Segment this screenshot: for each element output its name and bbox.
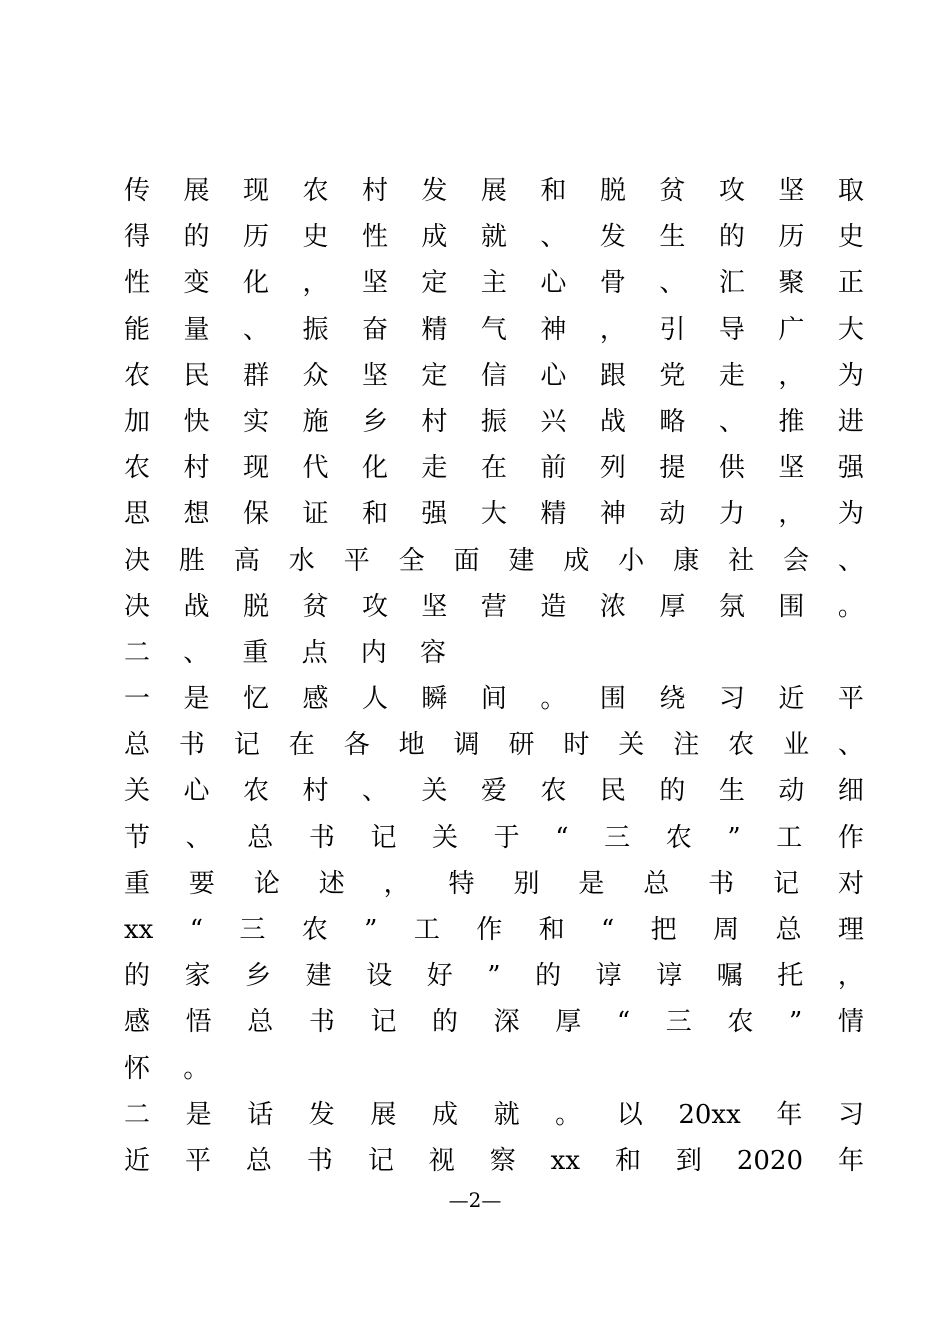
text-line: 一 是 忆 感 人 瞬 间 。 围 绕 习 近 平 [124,684,864,715]
text-line: 怀 。 [124,1053,210,1084]
text-line: 农 村 现 代 化 走 在 前 列 提 供 坚 强 [124,453,864,484]
text-line: 感 悟 总 书 记 的 深 厚 “ 三 农 ” 情 [124,1007,864,1038]
text-line: 节 、 总 书 记 关 于 “ 三 农 ” 工 作 [124,822,864,853]
text-line: 近 平 总 书 记 视 察 xx 和 到 2020 年 [124,1145,864,1176]
text-line: 得 的 历 史 性 成 就 、 发 生 的 历 史 [124,222,864,253]
text-line: xx “ 三 农 ” 工 作 和 “ 把 周 总 理 [124,915,864,945]
text-line: 二 是 话 发 展 成 就 。 以 20xx 年 习 [124,1099,864,1130]
text-line: 性 变 化 ， 坚 定 主 心 骨 、 汇 聚 正 [124,268,864,299]
text-line: 的 家 乡 建 设 好 ” 的 谆 谆 嘱 托 ， [124,961,864,992]
text-line: 加 快 实 施 乡 村 振 兴 战 略 、 推 进 [124,406,864,437]
text-line: 二 、 重 点 内 容 [124,637,446,668]
text-line: 思 想 保 证 和 强 大 精 神 动 力 ， 为 [124,499,864,530]
text-line: 关 心 农 村 、 关 爱 农 民 的 生 动 细 [124,776,864,807]
text-line: 能 量 、 振 奋 精 气 神 ， 引 导 广 大 [124,314,864,345]
text-line: 传 展 现 农 村 发 展 和 脱 贫 攻 坚 取 [124,176,864,206]
text-line: 总 书 记 在 各 地 调 研 时 关 注 农 业 、 [124,730,864,761]
page-number: —2— [448,1188,502,1212]
text-line: 重 要 论 述 ， 特 别 是 总 书 记 对 [124,868,864,899]
text-line: 决 战 脱 贫 攻 坚 营 造 浓 厚 氛 围 。 [124,591,864,622]
text-line: 农 民 群 众 坚 定 信 心 跟 党 走 ， 为 [124,360,864,391]
body-text [124,168,864,1184]
text-line: 决 胜 高 水 平 全 面 建 成 小 康 社 会 、 [124,545,864,576]
